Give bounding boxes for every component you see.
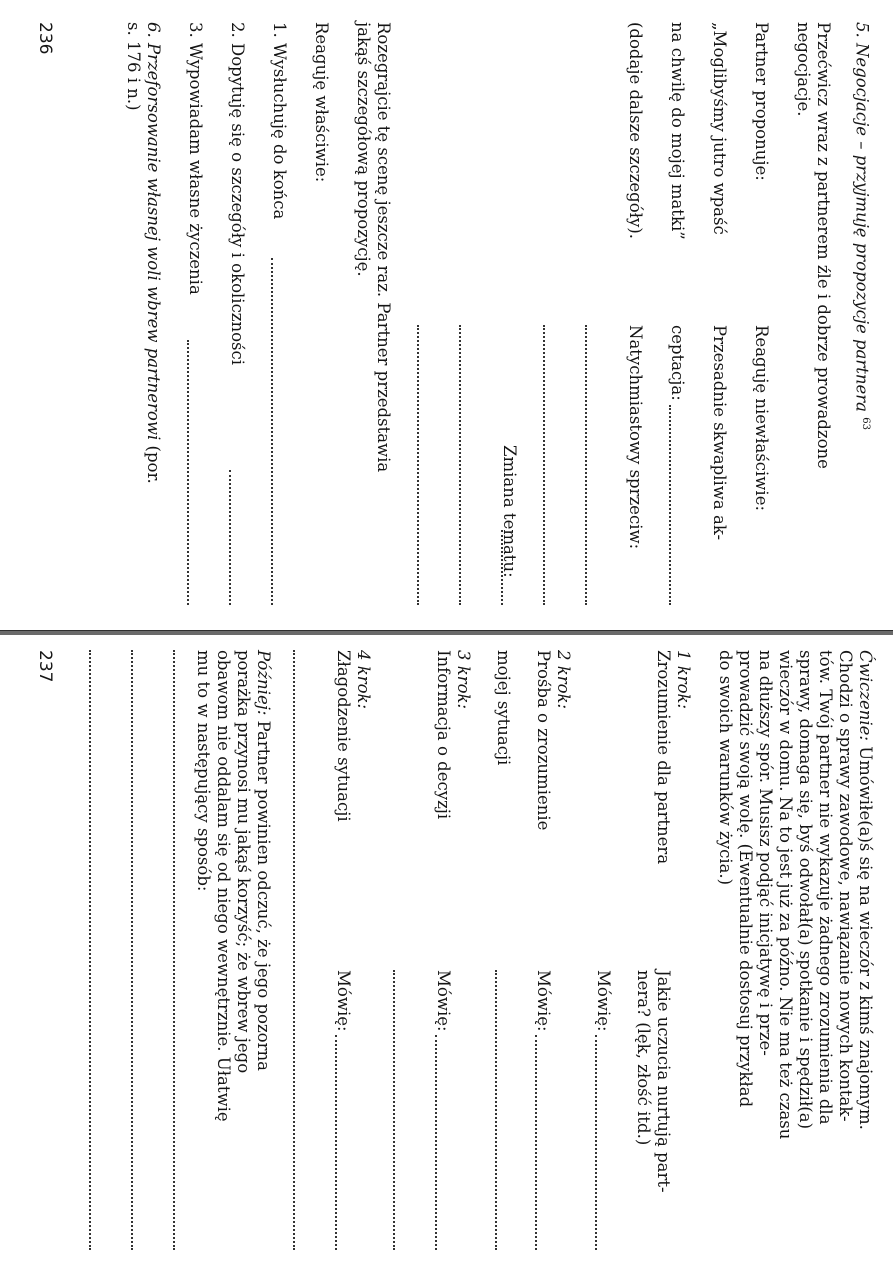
answer-line [89,650,91,1250]
section-heading [852,22,876,430]
exercise-line-8: do swoich warunków życia.) [716,650,735,886]
replay-line-2: jakąś szczegółową propozycję. [354,22,373,277]
step-1-text: Zrozumienie dla partnera [654,650,673,865]
answer-line [535,1035,537,1250]
later-label: Później: [254,650,273,716]
partner-label: Partner proponuje: [752,22,771,181]
say-label: Mówię: [434,970,453,1032]
exercise-label: Ćwiczenie: [856,650,875,741]
exercise-line-7: prowadzić swoją wolę. (Ewentualnie dostosuj przykład [736,650,755,1108]
step-3-label: 3 krok: [454,650,473,710]
step-2-text-2: mojej sytuacji [494,650,513,766]
exercise-line-3: tów. Twój partner nie wykazuje żadnego zrozumienia dla [816,650,835,1125]
later-line-4: mu to w następujący sposób: [194,650,213,892]
page-number: 237 [35,650,55,683]
answer-line [595,1035,597,1250]
exercise-line-1 [855,650,875,1130]
heading-text: 5. Negocjacje – przyjmuję propozycje partnera [852,22,872,413]
exercise-line-2: Chodzi o sprawy zawodowe, nawiązanie nowych kontak- [836,650,855,1122]
exercise-line-4: sprawy, domaga się, byś odwołał(a) spotkanie i spędził(a) [796,650,815,1130]
say-label: Mówię: [334,970,353,1032]
step-2-label: 2 krok: [554,650,573,710]
step-1-question-2: nera? (lęk, złość itd.) [634,970,653,1146]
answer-line [495,970,497,1250]
answer-line [271,258,273,605]
exercise-line-5: wieczór w domu. Na to jest już za późno. Nie ma też czasu [776,650,795,1140]
page-gutter [0,630,893,635]
proposal-line-3: (dodaje dalsze szczegóły). [626,22,645,240]
later-line-3: obawom nie oddalam się od niego wewnętrznie. Ułatwię [214,650,233,1122]
step-1-question-1: Jakie uczucia nurtują part- [654,970,673,1193]
answer-line [435,1035,437,1250]
answer-line [501,530,503,605]
section-6-heading [143,22,163,484]
page-number: 236 [35,22,55,55]
answer-line [173,650,175,1250]
answer-line [187,340,189,605]
step-item-2: 2. Dopytuję się o szczegóły i okoliczności [228,22,247,366]
proposal-line-2: na chwilę do mojej matki” [668,22,687,240]
proposal-line-1: „Moglibyśmy jutro wpaść [710,22,729,235]
good-reaction-label: Reaguję właściwie: [312,22,331,183]
step-2-text-1: Prośba o zrozumienie [534,650,553,831]
answer-line [585,325,587,605]
answer-line [293,650,295,1250]
section-6-ref: (por. [144,445,163,484]
answer-line [393,970,395,1250]
later-text-1: Partner powinien odczuć, że jego pozorna [254,720,273,1071]
exercise-text-1: Umówiłe(a)ś się na wieczór z kimś znajomym. [856,746,875,1130]
later-line-1 [253,650,273,1071]
later-line-2: porażka przynosi mu jakąś korzyść; że wbrew jego [234,650,253,1074]
section-6-ref-cont: s. 176 i n.) [124,22,143,111]
answer-line [459,325,461,605]
immediate-objection-label: Natychmiastowy sprzeciw: [626,325,645,550]
answer-line [669,405,671,605]
overeager-label-2: ceptacja: [668,325,687,401]
step-4-label: 4 krok: [354,650,373,710]
answer-line [335,1035,337,1250]
step-item-3: 3. Wypowiadam własne życzenia [186,22,205,295]
say-label: Mówię: [534,970,553,1032]
answer-line [543,325,545,605]
section-6-title: 6. Przeforsowanie własnej woli wbrew partnerowi [144,22,163,441]
page-237 [0,640,893,1263]
exercise-line-6: na dłuższy spór. Musisz podjąć inicjatywę i prze- [756,650,775,1056]
replay-line-1: Rozegrajcie tę scenę jeszcze raz. Partner przedstawia [374,22,393,473]
topic-change-label: Zmiana tematu: [500,445,519,578]
intro-line-1: Przećwicz wraz z partnerem źle i dobrze prowadzone [814,22,833,469]
step-3-text: Informacja o decyzji [434,650,453,820]
say-label: Mówię: [594,970,613,1032]
answer-line [131,650,133,1250]
overeager-label-1: Przesadnie skwapliwa ak- [710,325,729,541]
step-4-text: Złagodzenie sytuacji [334,650,353,822]
answer-line [417,325,419,605]
bad-reaction-label: Reaguję niewłaściwie: [752,325,771,512]
page-236 [0,0,893,625]
intro-line-2: negocjacje. [794,22,813,117]
footnote-ref: 63 [860,417,871,430]
answer-line [229,470,231,605]
step-item-1: 1. Wysłuchuję do końca [270,22,289,220]
step-1-label: 1 krok: [674,650,693,710]
